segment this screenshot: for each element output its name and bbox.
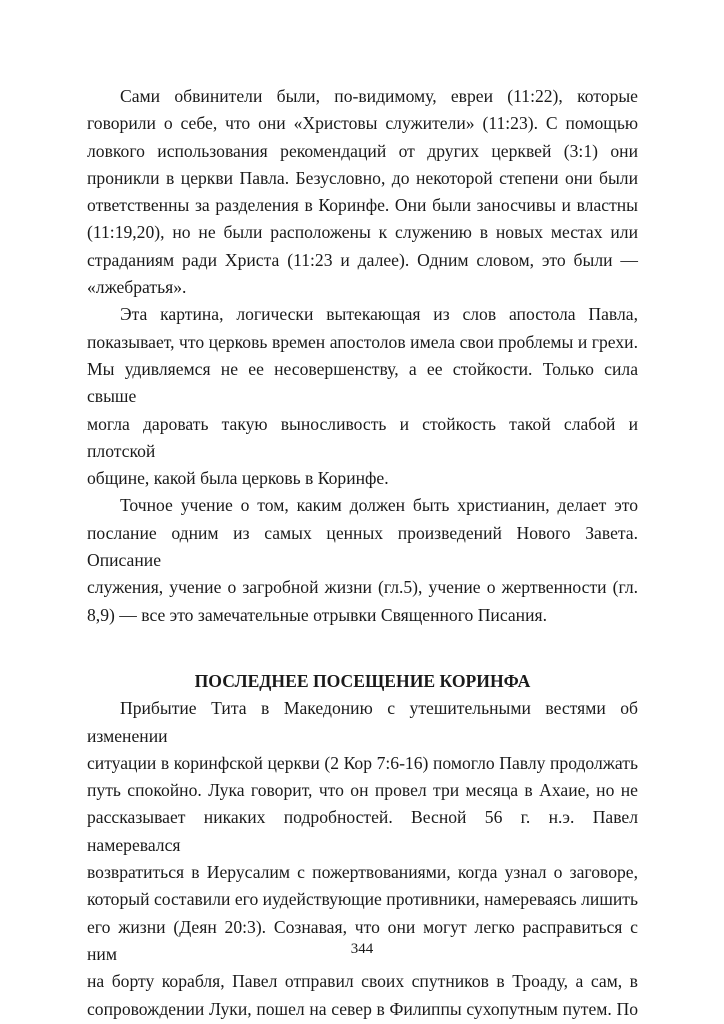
text-line: ситуации в коринфской церкви (2 Кор 7:6-16) помогло Павлу продолжать bbox=[87, 752, 638, 773]
text-line: страданиям ради Христа (11:23 и далее). Одним словом, это были — bbox=[87, 249, 638, 270]
paragraph-accusers bbox=[87, 83, 638, 301]
text-line: Эта картина, логически вытекающая из слов апостола Павла, bbox=[120, 304, 638, 325]
text-line: Мы удивляемся не ее несовершенству, а ее стойкости. Только сила свыше bbox=[87, 358, 638, 407]
text-line: Прибытие Тита в Македонию с утешительными вестями об изменении bbox=[87, 698, 638, 746]
paragraph-arrival-of-titus bbox=[87, 695, 638, 1023]
text-line: возвратиться в Иерусалим с пожертвованиями, когда узнал о заговоре, bbox=[87, 862, 638, 883]
text-line: ответственны за разделения в Коринфе. Они были заносчивы и властны bbox=[87, 195, 638, 216]
text-line: общине, какой была церковь в Коринфе. bbox=[87, 468, 389, 489]
text-line: рассказывает никаких подробностей. Весной 56 г. н.э. Павел намеревался bbox=[87, 807, 638, 855]
text-line: послание одним из самых ценных произведений Нового Завета. Описание bbox=[87, 522, 638, 571]
text-line: на борту корабля, Павел отправил своих спутников в Троаду, а сам, в bbox=[87, 971, 638, 992]
text-line: показывает, что церковь времен апостолов имела свои проблемы и грехи. bbox=[87, 331, 638, 352]
text-line: путь спокойно. Лука говорит, что он провел три месяца в Ахаие, но не bbox=[87, 780, 638, 801]
text-line: говорили о себе, что они «Христовы служители» (11:23). С помощью bbox=[87, 113, 638, 134]
text-line: Точное учение о том, каким должен быть христианин, делает это bbox=[120, 495, 638, 516]
text-line: проникли в церкви Павла. Безусловно, до некоторой степени они были bbox=[87, 167, 638, 188]
text-line: (11:19,20), но не были расположены к служению в новых местах или bbox=[87, 222, 638, 243]
text-line: его жизни (Деян 20:3). Сознавая, что они могут легко расправиться с ним bbox=[87, 916, 638, 964]
text-line: ловкого использования рекомендаций от других церквей (3:1) они bbox=[87, 140, 638, 161]
paragraph-teaching bbox=[87, 492, 638, 628]
section-heading: ПОСЛЕДНЕЕ ПОСЕЩЕНИЕ КОРИНФА bbox=[194, 670, 531, 691]
text-line: который составили его иудействующие противники, намереваясь лишить bbox=[87, 889, 638, 910]
text-line: сопровождении Луки, пошел на север в Филиппы сухопутным путем. По bbox=[87, 998, 638, 1019]
text-line: «лжебратья». bbox=[87, 277, 187, 298]
text-line: Сами обвинители были, по-видимому, евреи (11:22), которые bbox=[120, 86, 638, 106]
paragraph-picture bbox=[87, 301, 638, 492]
page-number: 344 bbox=[350, 941, 374, 957]
text-line: могла даровать такую выносливость и стойкость такой слабой и плотской bbox=[87, 413, 638, 461]
document-page bbox=[87, 83, 638, 1023]
text-line: служения, учение о загробной жизни (гл.5), учение о жертвенности (гл. bbox=[87, 577, 638, 598]
text-line: 8,9) — все это замечательные отрывки Священного Писания. bbox=[87, 604, 547, 625]
